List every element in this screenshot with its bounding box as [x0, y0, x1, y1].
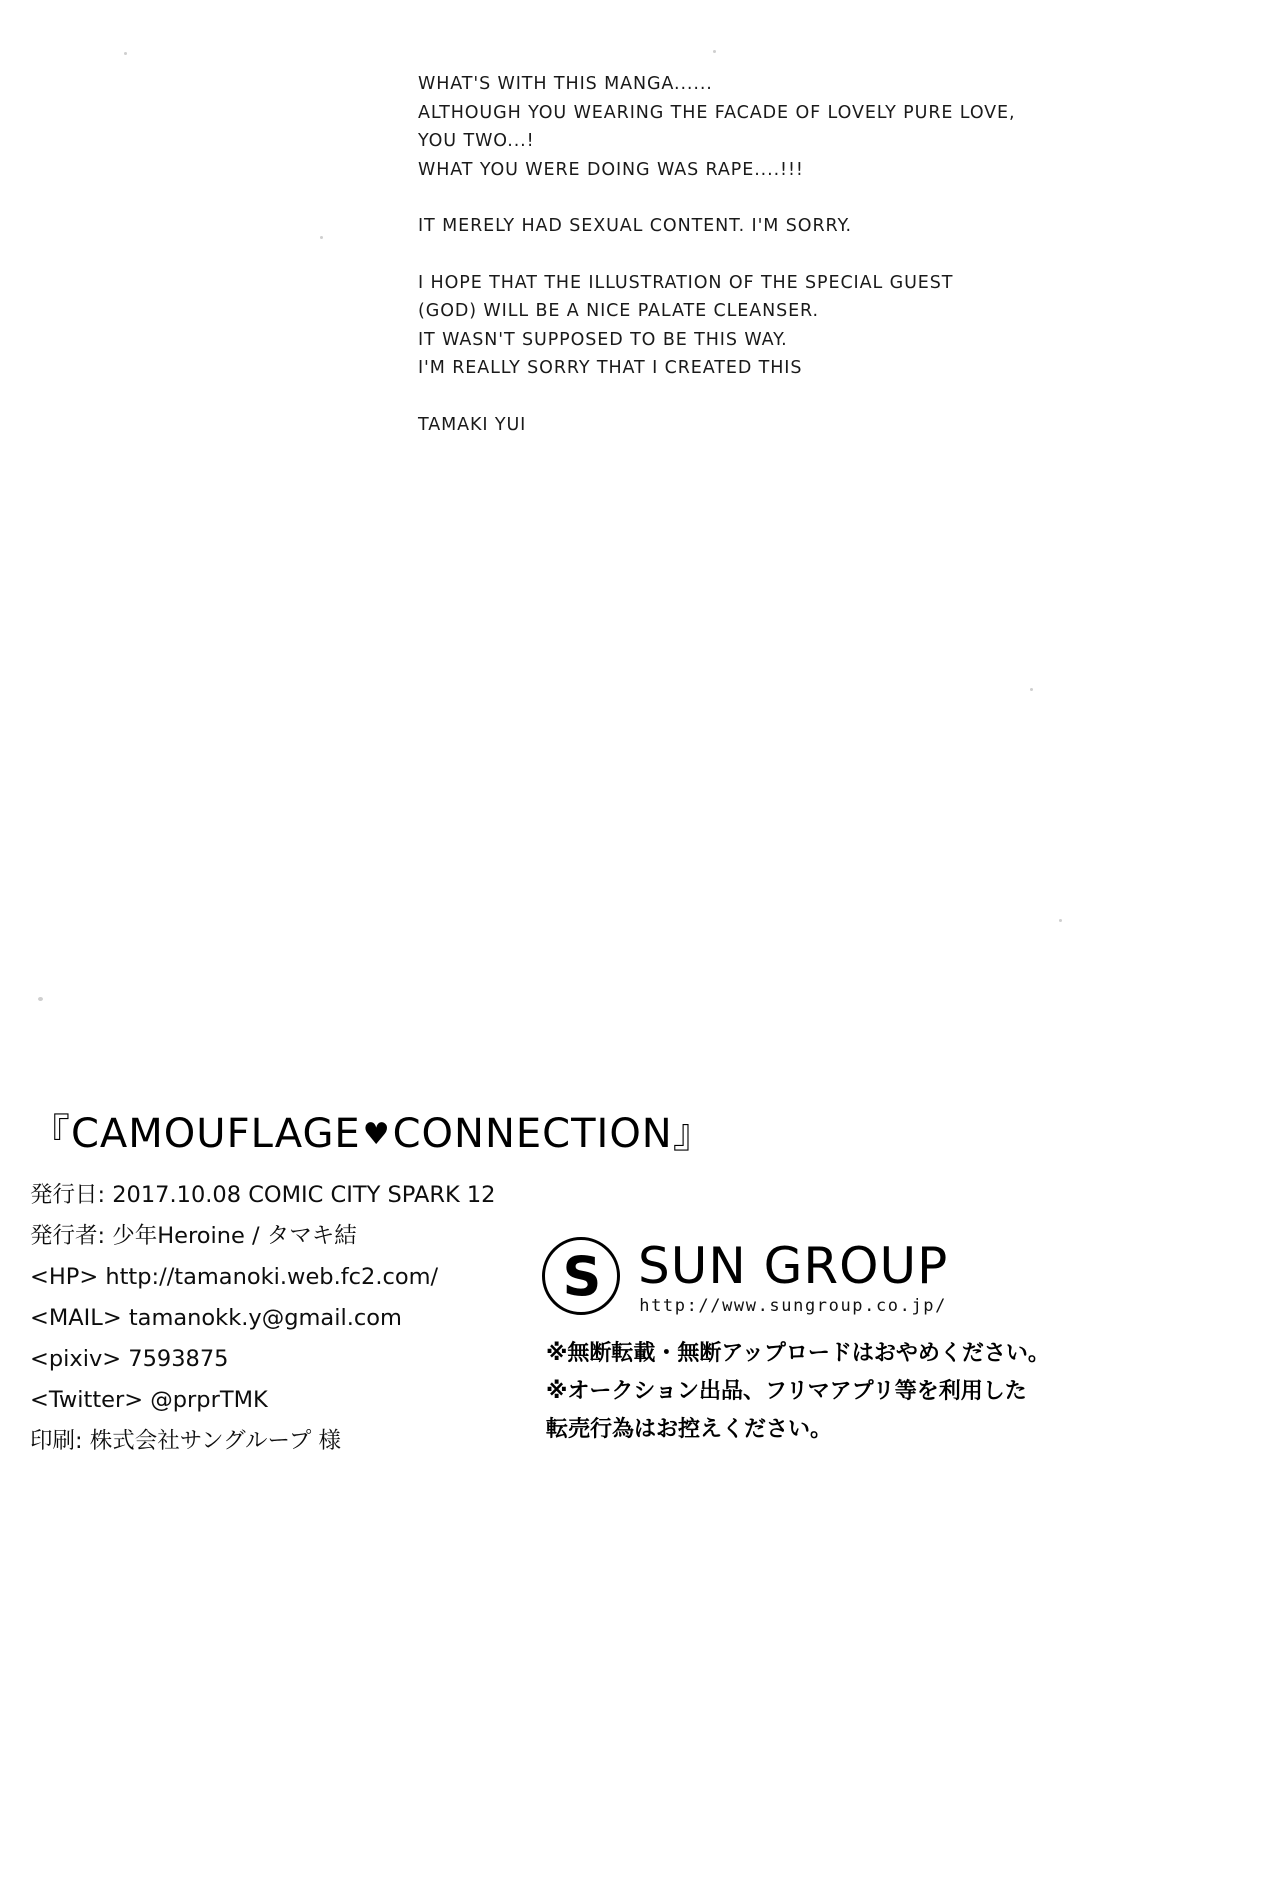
afterword-line: (GOD) WILL BE A NICE PALATE CLEANSER. [418, 301, 819, 321]
notice-line: ※オークション出品、フリマアプリ等を利用した [546, 1379, 1027, 1404]
afterword-block [418, 70, 1058, 439]
publication-date: 発行日: 2017.10.08 COMIC CITY SPARK 12 [30, 1182, 496, 1208]
afterword-spacer [418, 383, 1058, 411]
printer-block [530, 1175, 1260, 1449]
printer-name: SUN GROUP [638, 1237, 949, 1295]
scan-speck [124, 52, 127, 55]
afterword-line: WHAT'S WITH THIS MANGA...... [418, 74, 713, 94]
afterword-spacer [418, 241, 1058, 269]
title-text-second: CONNECTION [392, 1111, 673, 1157]
doujin-title [30, 1108, 1260, 1161]
pixiv-id[interactable]: <pixiv> 7593875 [30, 1346, 229, 1372]
scan-speck [320, 236, 323, 239]
logo-letter: S [562, 1244, 600, 1308]
colophon [30, 1108, 1260, 1462]
author-signature: TAMAKI YUI [418, 414, 527, 435]
title-text-first: CAMOUFLAGE [71, 1111, 361, 1157]
homepage-link[interactable]: <HP> http://tamanoki.web.fc2.com/ [30, 1264, 439, 1290]
scan-speck [1030, 688, 1033, 691]
heart-icon: ♥ [362, 1117, 391, 1152]
publisher: 発行者: 少年Heroine / タマキ結 [30, 1223, 357, 1249]
printer-url[interactable]: http://www.sungroup.co.jp/ [639, 1296, 947, 1316]
sungroup-mark-icon [540, 1235, 626, 1321]
twitter-handle[interactable]: <Twitter> @prprTMK [30, 1387, 268, 1413]
afterword-spacer [418, 184, 1058, 212]
afterword-line: ALTHOUGH YOU WEARING THE FACADE OF LOVELY PURE LOVE, [418, 102, 1016, 123]
scan-speck [713, 50, 716, 53]
title-bracket-close: 』 [672, 1111, 714, 1157]
afterword-line: I'M REALLY SORRY THAT I CREATED THIS [418, 358, 803, 378]
notice-line: 転売行為はお控えください。 [546, 1417, 833, 1442]
title-bracket-open: 『 [30, 1111, 71, 1157]
notice-line: ※無断転載・無断アップロードはおやめください。 [546, 1341, 1050, 1366]
sungroup-logo [540, 1235, 1260, 1321]
afterword-line: WHAT YOU WERE DOING WAS RAPE....!!! [418, 159, 804, 180]
usage-notices [546, 1335, 1260, 1449]
afterword-line: I HOPE THAT THE ILLUSTRATION OF THE SPECIAL GUEST [418, 272, 954, 293]
afterword-line: IT MERELY HAD SEXUAL CONTENT. I'M SORRY. [418, 216, 852, 236]
colophon-details [30, 1175, 530, 1462]
scan-speck [38, 997, 43, 1001]
printing-company: 印刷: 株式会社サングループ 様 [30, 1428, 342, 1454]
mail-link[interactable]: <MAIL> tamanokk.y@gmail.com [30, 1305, 402, 1331]
afterword-line: YOU TWO...! [418, 131, 535, 151]
scan-speck [1059, 919, 1062, 922]
afterword-line: IT WASN'T SUPPOSED TO BE THIS WAY. [418, 329, 788, 350]
